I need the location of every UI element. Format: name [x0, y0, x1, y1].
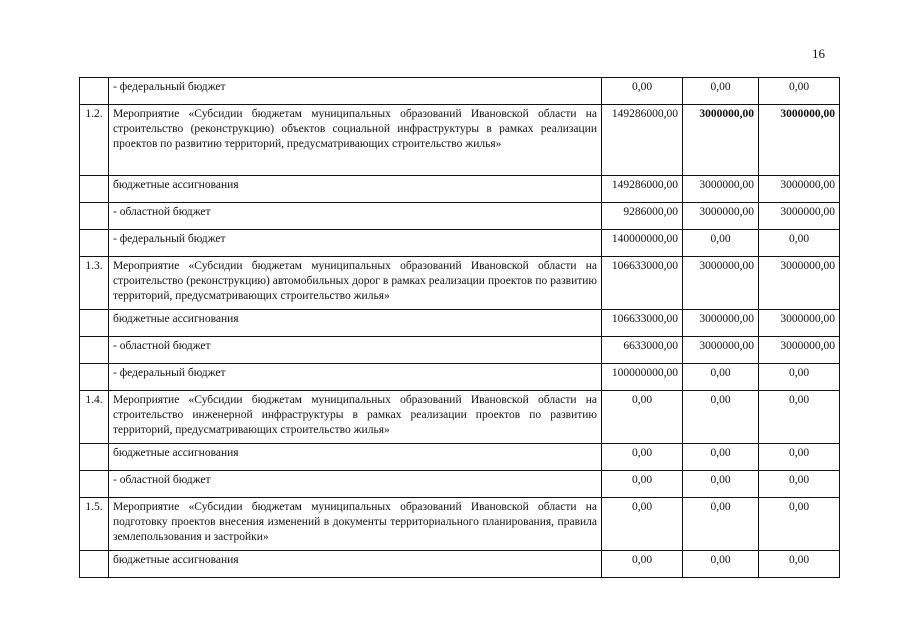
table-row	[80, 310, 840, 337]
budget-table	[79, 77, 840, 578]
value-col-3: 0,00	[759, 230, 840, 257]
value-col-3: 0,00	[759, 498, 840, 551]
value-col-3: 0,00	[759, 391, 840, 444]
row-description: бюджетные ассигнования	[109, 310, 602, 337]
table-row	[80, 444, 840, 471]
row-number	[80, 364, 109, 391]
value-col-3: 3000000,00	[759, 310, 840, 337]
value-col-2: 0,00	[683, 391, 759, 444]
value-col-3: 3000000,00	[759, 257, 840, 310]
value-col-3: 3000000,00	[759, 203, 840, 230]
value-col-1: 149286000,00	[602, 105, 683, 176]
value-col-2: 0,00	[683, 551, 759, 578]
row-description: бюджетные ассигнования	[109, 176, 602, 203]
row-description: - областной бюджет	[109, 471, 602, 498]
value-col-1: 0,00	[602, 471, 683, 498]
row-number	[80, 176, 109, 203]
row-description: бюджетные ассигнования	[109, 444, 602, 471]
table-row	[80, 364, 840, 391]
row-description: Мероприятие «Субсидии бюджетам муниципальных образований Ивановской области на строительство (реконструкцию) объектов социальной инфраструктуры в рамках реализации проектов по развитию территорий, предусматривающих строительство жилья»	[109, 105, 602, 176]
row-description: Мероприятие «Субсидии бюджетам муниципальных образований Ивановской области на подготовку проектов внесения изменений в документы территориального планирования, правила землепользования и застройки»	[109, 498, 602, 551]
value-col-1: 100000000,00	[602, 364, 683, 391]
value-col-1: 0,00	[602, 78, 683, 105]
value-col-1: 106633000,00	[602, 257, 683, 310]
value-col-3: 0,00	[759, 78, 840, 105]
row-description: - федеральный бюджет	[109, 78, 602, 105]
row-number: 1.4.	[80, 391, 109, 444]
value-col-2: 0,00	[683, 364, 759, 391]
row-description: - федеральный бюджет	[109, 364, 602, 391]
value-col-2: 0,00	[683, 498, 759, 551]
value-col-2: 0,00	[683, 78, 759, 105]
row-number	[80, 551, 109, 578]
table-row	[80, 78, 840, 105]
value-col-1: 0,00	[602, 444, 683, 471]
value-col-2: 0,00	[683, 471, 759, 498]
value-col-2: 3000000,00	[683, 105, 759, 176]
value-col-3: 0,00	[759, 364, 840, 391]
table-row	[80, 105, 840, 176]
value-col-1: 0,00	[602, 551, 683, 578]
row-description: Мероприятие «Субсидии бюджетам муниципальных образований Ивановской области на строительство (реконструкцию) автомобильных дорог в рамках реализации проектов по развитию территорий, предусматривающих строительство жилья»	[109, 257, 602, 310]
row-description: Мероприятие «Субсидии бюджетам муниципальных образований Ивановской области на строительство инженерной инфраструктуры в рамках реализации проектов по развитию территорий, предусматривающих строительство жилья»	[109, 391, 602, 444]
value-col-2: 3000000,00	[683, 337, 759, 364]
value-col-2: 3000000,00	[683, 176, 759, 203]
value-col-2: 0,00	[683, 230, 759, 257]
row-number	[80, 78, 109, 105]
value-col-2: 3000000,00	[683, 310, 759, 337]
row-number: 1.2.	[80, 105, 109, 176]
value-col-2: 3000000,00	[683, 203, 759, 230]
table-row	[80, 203, 840, 230]
row-number	[80, 471, 109, 498]
table-row	[80, 471, 840, 498]
value-col-1: 0,00	[602, 498, 683, 551]
value-col-1: 140000000,00	[602, 230, 683, 257]
row-number	[80, 310, 109, 337]
value-col-3: 3000000,00	[759, 176, 840, 203]
row-description: бюджетные ассигнования	[109, 551, 602, 578]
row-number	[80, 337, 109, 364]
table-row	[80, 176, 840, 203]
row-number	[80, 230, 109, 257]
table-row	[80, 498, 840, 551]
table-row	[80, 391, 840, 444]
row-number	[80, 444, 109, 471]
table-row	[80, 257, 840, 310]
value-col-3: 0,00	[759, 444, 840, 471]
row-description: - областной бюджет	[109, 337, 602, 364]
table-row	[80, 230, 840, 257]
value-col-1: 9286000,00	[602, 203, 683, 230]
value-col-3: 3000000,00	[759, 337, 840, 364]
value-col-3: 0,00	[759, 551, 840, 578]
row-number	[80, 203, 109, 230]
value-col-3: 0,00	[759, 471, 840, 498]
table-row	[80, 337, 840, 364]
value-col-2: 3000000,00	[683, 257, 759, 310]
value-col-3: 3000000,00	[759, 105, 840, 176]
row-number: 1.5.	[80, 498, 109, 551]
value-col-2: 0,00	[683, 444, 759, 471]
value-col-1: 6633000,00	[602, 337, 683, 364]
value-col-1: 106633000,00	[602, 310, 683, 337]
row-number: 1.3.	[80, 257, 109, 310]
value-col-1: 149286000,00	[602, 176, 683, 203]
value-col-1: 0,00	[602, 391, 683, 444]
page-number: 16	[812, 46, 825, 61]
table-row	[80, 551, 840, 578]
row-description: - областной бюджет	[109, 203, 602, 230]
row-description: - федеральный бюджет	[109, 230, 602, 257]
